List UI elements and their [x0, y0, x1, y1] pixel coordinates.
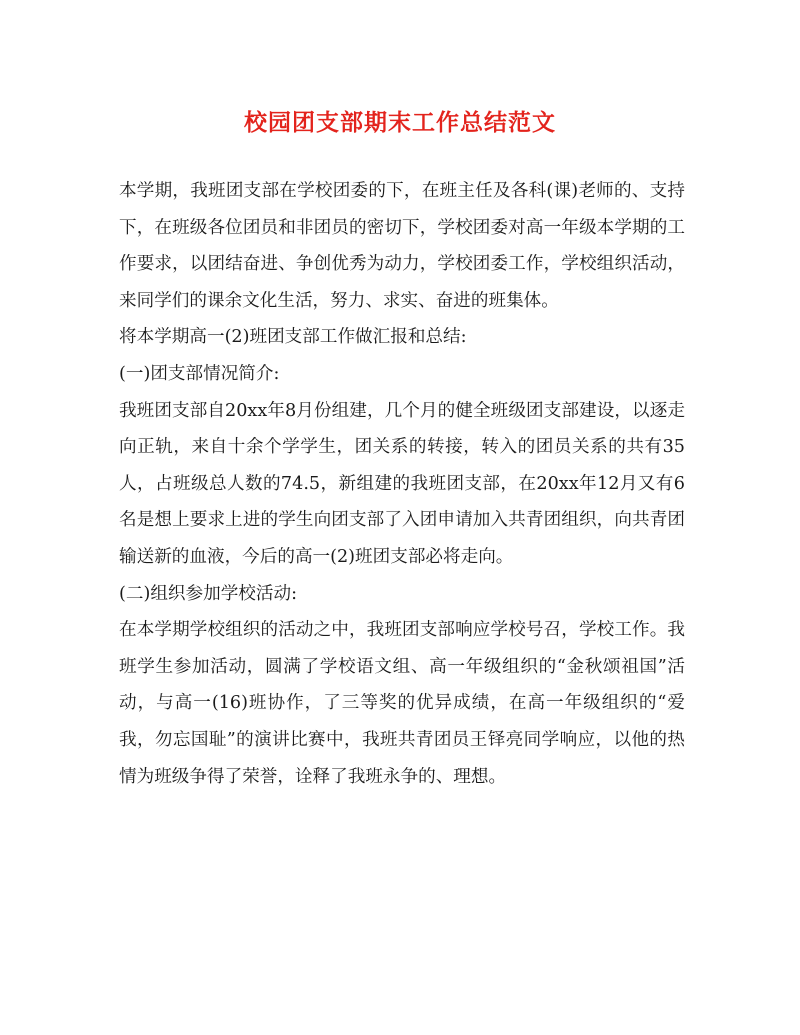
section-heading-overview: (一)团支部情况简介: — [119, 363, 280, 384]
document-body — [119, 173, 685, 795]
paragraph-activities: 在本学期学校组织的活动之中，我班团支部响应学校号召，学校工作。我班学生参加活动，圆满了学校语文组、高一年级组织的“金秋颂祖国”活动，与高一(16)班协作，了三等奖的优异成绩，在高一年级组织的“爱我，勿忘国耻”的演讲比赛中，我班共青团员王铎亮同学响应，以他的热情为班级争得了荣誉，诠释了我班永争的、理想。 — [119, 620, 685, 787]
paragraph-overview: 我班团支部自20xx年8月份组建，几个月的健全班级团支部建设，以逐走向正轨，来自十余个学学生，团关系的转接，转入的团员关系的共有35人，占班级总人数的74.5，新组建的我班团支部，在20xx年12月又有6名是想上要求上进的学生向团支部了入团申请加入共青团组织，向共青团输送新的血液，今后的高一(2)班团支部必将走向。 — [119, 400, 685, 567]
section-heading-activities: (二)组织参加学校活动: — [119, 583, 298, 604]
paragraph-intro: 本学期，我班团支部在学校团委的下，在班主任及各科(课)老师的、支持下，在班级各位团员和非团员的密切下，学校团委对高一年级本学期的工作要求，以团结奋进、争创优秀为动力，学校团委工作，学校组织活动，来同学们的课余文化生活，努力、求实、奋进的班集体。 — [119, 181, 685, 311]
document-title: 校园团支部期末工作总结范文 — [244, 109, 556, 136]
paragraph-report-lead: 将本学期高一(2)班团支部工作做汇报和总结: — [119, 327, 467, 348]
